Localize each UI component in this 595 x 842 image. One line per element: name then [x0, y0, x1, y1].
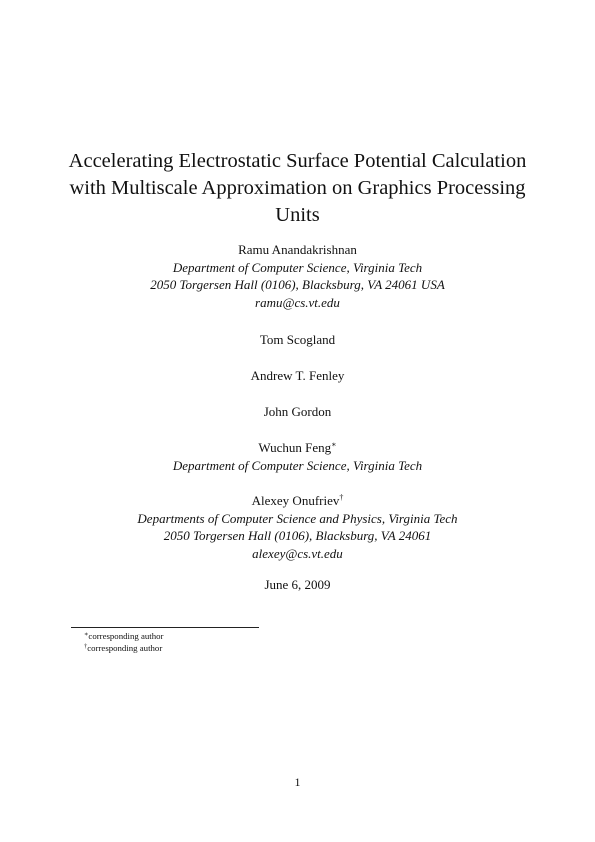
- footnote-mark: †: [84, 643, 88, 650]
- footnote-divider: [71, 627, 259, 628]
- author-email: alexey@cs.vt.edu: [252, 545, 343, 561]
- footnote-item: [84, 642, 163, 654]
- footnote-item: [84, 630, 163, 642]
- author-block-onufriev: [30, 492, 565, 562]
- footnote-text: corresponding author: [88, 631, 164, 641]
- paper-title: [40, 148, 555, 229]
- author-name-with-mark: [30, 439, 565, 457]
- author-address: 2050 Torgersen Hall (0106), Blacksburg, VA 24061 USA: [150, 277, 445, 292]
- author-name: Tom Scogland: [259, 332, 336, 347]
- footnote-mark: ∗: [331, 440, 337, 449]
- page-number: 1: [294, 775, 301, 789]
- author-block-gordon: [30, 403, 565, 421]
- author-address: 2050 Torgersen Hall (0106), Blacksburg, VA 24061: [163, 528, 432, 543]
- author-email: ramu@cs.vt.edu: [255, 294, 340, 310]
- author-block-anandakrishnan: [30, 241, 565, 311]
- author-name: Andrew T. Fenley: [250, 368, 345, 383]
- author-block-feng: [30, 439, 565, 474]
- author-name: John Gordon: [263, 404, 332, 419]
- footnotes: [84, 630, 163, 654]
- author-name: Wuchun Feng: [258, 440, 332, 455]
- author-affiliation: Department of Computer Science, Virginia Tech: [172, 457, 423, 473]
- author-name: Alexey Onufriev: [251, 493, 340, 508]
- title-line: Units: [275, 204, 320, 226]
- author-name: Ramu Anandakrishnan: [238, 242, 357, 257]
- title-line: with Multiscale Approximation on Graphics Processing: [69, 177, 526, 199]
- author-affiliation: Department of Computer Science, Virginia Tech: [172, 259, 423, 275]
- author-affiliation: Departments of Computer Science and Physics, Virginia Tech: [137, 510, 458, 526]
- footnote-mark: †: [339, 493, 344, 502]
- title-line: Accelerating Electrostatic Surface Potential Calculation: [68, 150, 527, 172]
- paper-date: June 6, 2009: [264, 577, 331, 592]
- author-block-scogland: [30, 331, 565, 349]
- footnote-text: corresponding author: [87, 643, 163, 653]
- author-block-fenley: [30, 367, 565, 385]
- footnote-mark: ∗: [84, 631, 89, 638]
- author-name-with-mark: [30, 492, 565, 510]
